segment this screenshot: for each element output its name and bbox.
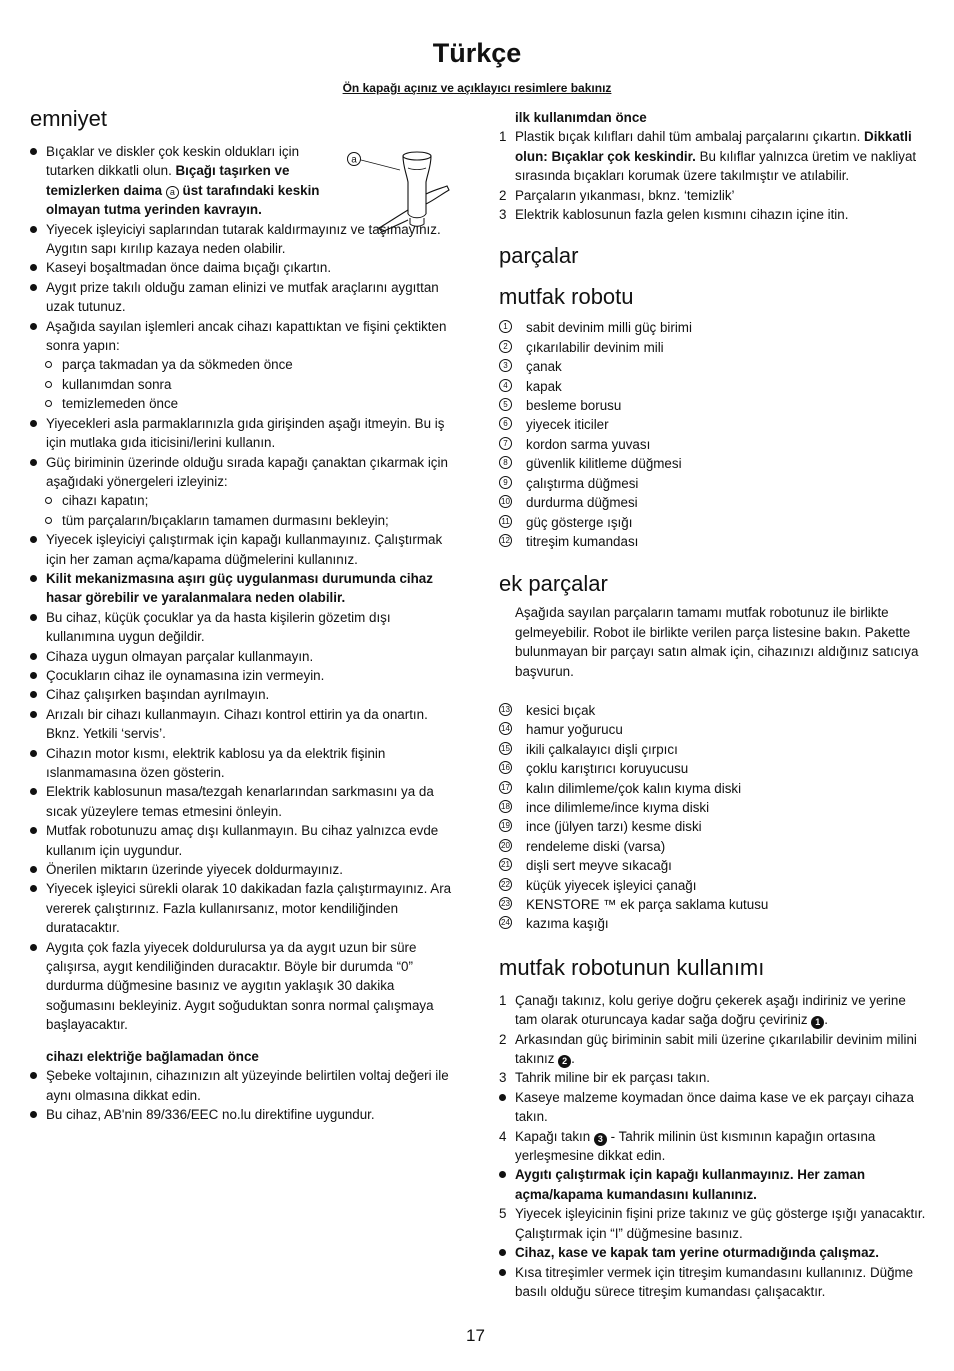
- first-use-step: 3 Elektrik kablosunun fazla gelen kısmını cihazın içine itin.: [499, 207, 849, 223]
- part-label: dişli sert meyve sıkacağı: [526, 858, 672, 874]
- part-label: çıkarılabilir devinim mili: [526, 339, 664, 355]
- safety-item: Yiyecek işleyiciyi çalıştırmak için kapağı kullanmayınız. Çalıştırmak için her zaman açma/kapama düğmelerini kullanınız.: [30, 530, 452, 569]
- safety-item: Cihaz çalışırken başından ayrılmayın.: [30, 685, 452, 704]
- part-label: çanak: [526, 359, 562, 375]
- page-number: 17: [466, 1326, 485, 1345]
- usage-step: 2 Arkasından güç biriminin sabit mili üzerine çıkarılabilir devinim milini takınız 2 .: [499, 1031, 917, 1067]
- part-number-circle: 24: [499, 916, 512, 929]
- safety-item: Bu cihaz, küçük çocuklar ya da hasta kişilerin gözetim dışı kullanımına uygun değildir.: [30, 608, 452, 647]
- left-column: [30, 106, 452, 1124]
- usage-note: Kaseye malzeme koymadan önce daima kase ve ek parçayı cihaza takın.: [499, 1088, 929, 1127]
- part-number-circle: 21: [499, 858, 512, 871]
- safety-item: Yiyecek işleyici sürekli olarak 10 dakikadan fazla çalıştırmayınız. Ara vererek çalıştırınız. Fazla kullanırsanız, motor kendiliğinden duratacaktır.: [30, 879, 452, 937]
- part-number-circle: 4: [499, 379, 512, 392]
- safety-item: Kaseyi boşaltmadan önce daima bıçağı çıkartın.: [30, 258, 452, 277]
- safety-subitem: parça takmadan ya da sökmeden önce: [30, 355, 452, 374]
- part-label: kazıma kaşığı: [526, 916, 609, 932]
- part-item: [499, 415, 929, 434]
- figure-2-marker: 2: [558, 1055, 571, 1068]
- part-item: [499, 798, 929, 817]
- part-number-circle: 20: [499, 839, 512, 852]
- part-label: kapak: [526, 378, 562, 394]
- part-item: [499, 357, 929, 376]
- part-number-circle: 18: [499, 800, 512, 813]
- part-number-circle: 11: [499, 515, 512, 528]
- part-label: kalın dilimleme/çok kalın kıyma diski: [526, 780, 742, 796]
- extras-list: [499, 701, 929, 934]
- safety-subitem: temizlemeden önce: [30, 394, 452, 413]
- illustration-label: a: [351, 154, 357, 166]
- usage-warning: Aygıtı çalıştırmak için kapağı kullanmayınız. Her zaman açma/kapama kumandasını kullanınız.: [499, 1165, 929, 1204]
- part-label: ince (jülyen tarzı) kesme diski: [526, 819, 702, 835]
- part-number-circle: 6: [499, 417, 512, 430]
- part-item: [499, 454, 929, 473]
- part-item: [499, 435, 929, 454]
- figure-3-marker: 3: [594, 1133, 607, 1146]
- part-label: güç gösterge ışığı: [526, 514, 633, 530]
- part-number-circle: 9: [499, 476, 512, 489]
- safety-item: Bıçaklar ve diskler çok keskin oldukları için tutarken dikkatli olun. Bıçağı taşırken ve temizlerken daima a üst tarafındaki keskin olmayan tutma yerinden kavrayın.: [30, 142, 452, 220]
- part-label: kesici bıçak: [526, 702, 596, 718]
- part-label: yiyecek iticiler: [526, 417, 609, 433]
- page-subtitle: Ön kapağı açınız ve açıklayıcı resimlere bakınız: [342, 81, 612, 95]
- part-number-circle: 7: [499, 437, 512, 450]
- part-number-circle: 5: [499, 398, 512, 411]
- part-item: [499, 377, 929, 396]
- parts-list: [499, 318, 929, 551]
- safety-subitem: tüm parçaların/bıçakların tamamen durmasını bekleyin;: [30, 511, 452, 530]
- part-number-circle: 10: [499, 495, 512, 508]
- safety-item: Cihaza uygun olmayan parçalar kullanmayın.: [30, 647, 452, 666]
- part-number-circle: 22: [499, 878, 512, 891]
- part-item: [499, 701, 929, 720]
- part-item: [499, 837, 929, 856]
- part-item: [499, 759, 929, 778]
- part-item: [499, 338, 929, 357]
- before-plug-item: Şebeke voltajının, cihazınızın alt yüzeyinde belirtilen voltaj değeri ile aynı olmasına dikkat edin.: [30, 1066, 452, 1105]
- part-number-circle: 13: [499, 703, 512, 716]
- part-item: [499, 720, 929, 739]
- safety-item: Cihazın motor kısmı, elektrik kablosu ya da elektrik fişinin ıslanmamasına özen gösterin.: [30, 744, 452, 783]
- part-item: [499, 779, 929, 798]
- part-label: rendeleme diski (varsa): [526, 838, 666, 854]
- part-label: çoklu karıştırıcı koruyucusu: [526, 761, 689, 777]
- safety-item-warning: Kilit mekanizmasına aşırı güç uygulanması durumunda cihaz hasar görebilir ve yaralanmalara neden olabilir.: [30, 569, 452, 608]
- part-item: [499, 914, 929, 933]
- safety-heading: emniyet: [30, 106, 108, 131]
- safety-item: Arızalı bir cihazı kullanmayın. Cihazı kontrol ettirin ya da onartın. Bknz. Yetkili ‘servis’.: [30, 705, 452, 744]
- part-label: durdurma düğmesi: [526, 495, 638, 511]
- part-item: [499, 513, 929, 532]
- safety-item: Aygıta çok fazla yiyecek doldurulursa ya da aygıt uzun bir süre çalışırsa, aygıt kendiliğinden duracaktır. Böyle bir durumda “0” durdurma düğmesine basınız ve aygıtın yaklaşık 30 dakika soğumasını bekleyiniz. Aygıt soğuduktan sonra normal çalışmaya başlayacaktır.: [30, 938, 452, 1035]
- part-number-circle: 2: [499, 340, 512, 353]
- first-use-heading: ilk kullanımdan önce: [515, 110, 647, 125]
- part-number-circle: 23: [499, 897, 512, 910]
- usage-step: 3 Tahrik miline bir ek parçası takın.: [499, 1070, 710, 1086]
- safety-item: Aşağıda sayılan işlemleri ancak cihazı kapattıktan ve fişini çektikten sonra yapın:: [30, 317, 452, 356]
- part-label: güvenlik kilitleme düğmesi: [526, 456, 682, 472]
- first-use-step: 1 Plastik bıçak kılıfları dahil tüm ambalaj parçalarını çıkartın. Dikkatli olun: Bıçaklar çok keskindir. Bu kılıflar yalnızca üretim ve nakliyat sırasında bıçakları korumak üzere takılmıştır ve atılabilir.: [499, 129, 917, 184]
- part-label: titreşim kumandası: [526, 533, 639, 549]
- part-number-circle: 17: [499, 781, 512, 794]
- part-number-circle: 19: [499, 819, 512, 832]
- part-label: KENSTORE ™ ek parça saklama kutusu: [526, 897, 769, 912]
- safety-item: Aygıt prize takılı olduğu zaman elinizi ve mutfak araçlarını aygıttan uzak tutunuz.: [30, 278, 452, 317]
- figure-1-marker: 1: [811, 1016, 824, 1029]
- part-label: besleme borusu: [526, 398, 622, 414]
- part-item: [499, 396, 929, 415]
- safety-subitem: kullanımdan sonra: [30, 375, 452, 394]
- part-item: [499, 856, 929, 875]
- part-label: küçük yiyecek işleyici çanağı: [526, 877, 697, 893]
- first-use-step: 2 Parçaların yıkanması, bknz. ‘temizlik’: [499, 187, 735, 203]
- usage-step: 1 Çanağı takınız, kolu geriye doğru çekerek aşağı indiriniz ve yerine tam olarak oturuncaya kadar sağa doğru çeviriniz 1 .: [499, 992, 906, 1028]
- usage-step: 5 Yiyecek işleyicinin fişini prize takınız ve güç gösterge ışığı yanacaktır. Çalıştırmak için “I” düğmesine basınız.: [499, 1206, 926, 1241]
- safety-subitem: cihazı kapatın;: [30, 491, 452, 510]
- part-number-circle: 15: [499, 742, 512, 755]
- part-label: sabit devinim milli güç birimi: [526, 320, 692, 336]
- part-item: [499, 740, 929, 759]
- part-number-circle: 8: [499, 456, 512, 469]
- part-label: hamur yoğurucu: [526, 722, 623, 738]
- parts-subheading: mutfak robotu: [499, 284, 634, 310]
- extras-intro: Aşağıda sayılan parçaların tamamı mutfak robotunuz ile birlikte gelmeyebilir. Robot ile birlikte verilen parça listesine bakın. Pakette bulunmayan bir parçayı satın almak için, cihazınızı aldığınız satıcıya başvurun.: [515, 605, 919, 679]
- part-number-circle: 16: [499, 761, 512, 774]
- safety-item: Çocukların cihaz ile oynamasına izin vermeyin.: [30, 666, 452, 685]
- before-plug-heading: cihazı elektriğe bağlamadan önce: [46, 1048, 259, 1064]
- part-item: [499, 493, 929, 512]
- part-item: [499, 895, 929, 914]
- part-item: [499, 532, 929, 551]
- usage-step: 4 Kapağı takın 3 - Tahrik milinin üst kısmının kapağın ortasına yerleşmesine dikkat edin.: [499, 1128, 876, 1164]
- safety-item: Önerilen miktarın üzerinde yiyecek doldurmayınız.: [30, 860, 452, 879]
- part-item: [499, 318, 929, 337]
- part-number-circle: 3: [499, 359, 512, 372]
- before-plug-item: Bu cihaz, AB'nin 89/336/EEC no.lu direktifine uygundur.: [30, 1105, 452, 1124]
- safety-item: Mutfak robotunuzu amaç dışı kullanmayın. Bu cihaz yalnızca evde kullanım için uygundur.: [30, 821, 452, 860]
- safety-item: Yiyecekleri asla parmaklarınızla gıda girişinden aşağı itmeyin. Bu iş için mutlaka gıda iticisini/lerini kullanın.: [30, 414, 452, 453]
- safety-item: Güç biriminin üzerinde olduğu sırada kapağı çanaktan çıkarmak için aşağıdaki yönergeleri izleyiniz:: [30, 453, 452, 492]
- right-column: [499, 108, 929, 1301]
- part-number-circle: 12: [499, 534, 512, 547]
- part-item: [499, 876, 929, 895]
- part-item: [499, 474, 929, 493]
- part-label: çalıştırma düğmesi: [526, 475, 639, 491]
- mark-a: a: [166, 186, 179, 199]
- part-label: ikili çalkalayıcı dişli çırpıcı: [526, 741, 678, 757]
- part-number-circle: 14: [499, 722, 512, 735]
- part-label: kordon sarma yuvası: [526, 436, 651, 452]
- usage-note: Kısa titreşimler vermek için titreşim kumandasını kullanınız. Düğme basılı olduğu sürece titreşim kumandası çalışacaktır.: [499, 1263, 929, 1302]
- part-item: [499, 817, 929, 836]
- usage-warning: Cihaz, kase ve kapak tam yerine oturmadığında çalışmaz.: [499, 1243, 929, 1262]
- safety-item: Yiyecek işleyiciyi saplarından tutarak kaldırmayınız ve taşımayınız. Aygıtın sapı kırılıp kazaya neden olabilir.: [30, 220, 452, 259]
- parts-heading: parçalar: [499, 243, 579, 269]
- page-title: Türkçe: [432, 38, 522, 68]
- part-label: ince dilimleme/ince kıyma diski: [526, 799, 710, 815]
- extras-heading: ek parçalar: [499, 571, 608, 597]
- part-number-circle: 1: [499, 320, 512, 333]
- safety-item: Elektrik kablosunun masa/tezgah kenarlarından sarkmasını ya da sıcak yüzeylere temas etmesini önleyin.: [30, 782, 452, 821]
- usage-heading: mutfak robotunun kullanımı: [499, 954, 765, 980]
